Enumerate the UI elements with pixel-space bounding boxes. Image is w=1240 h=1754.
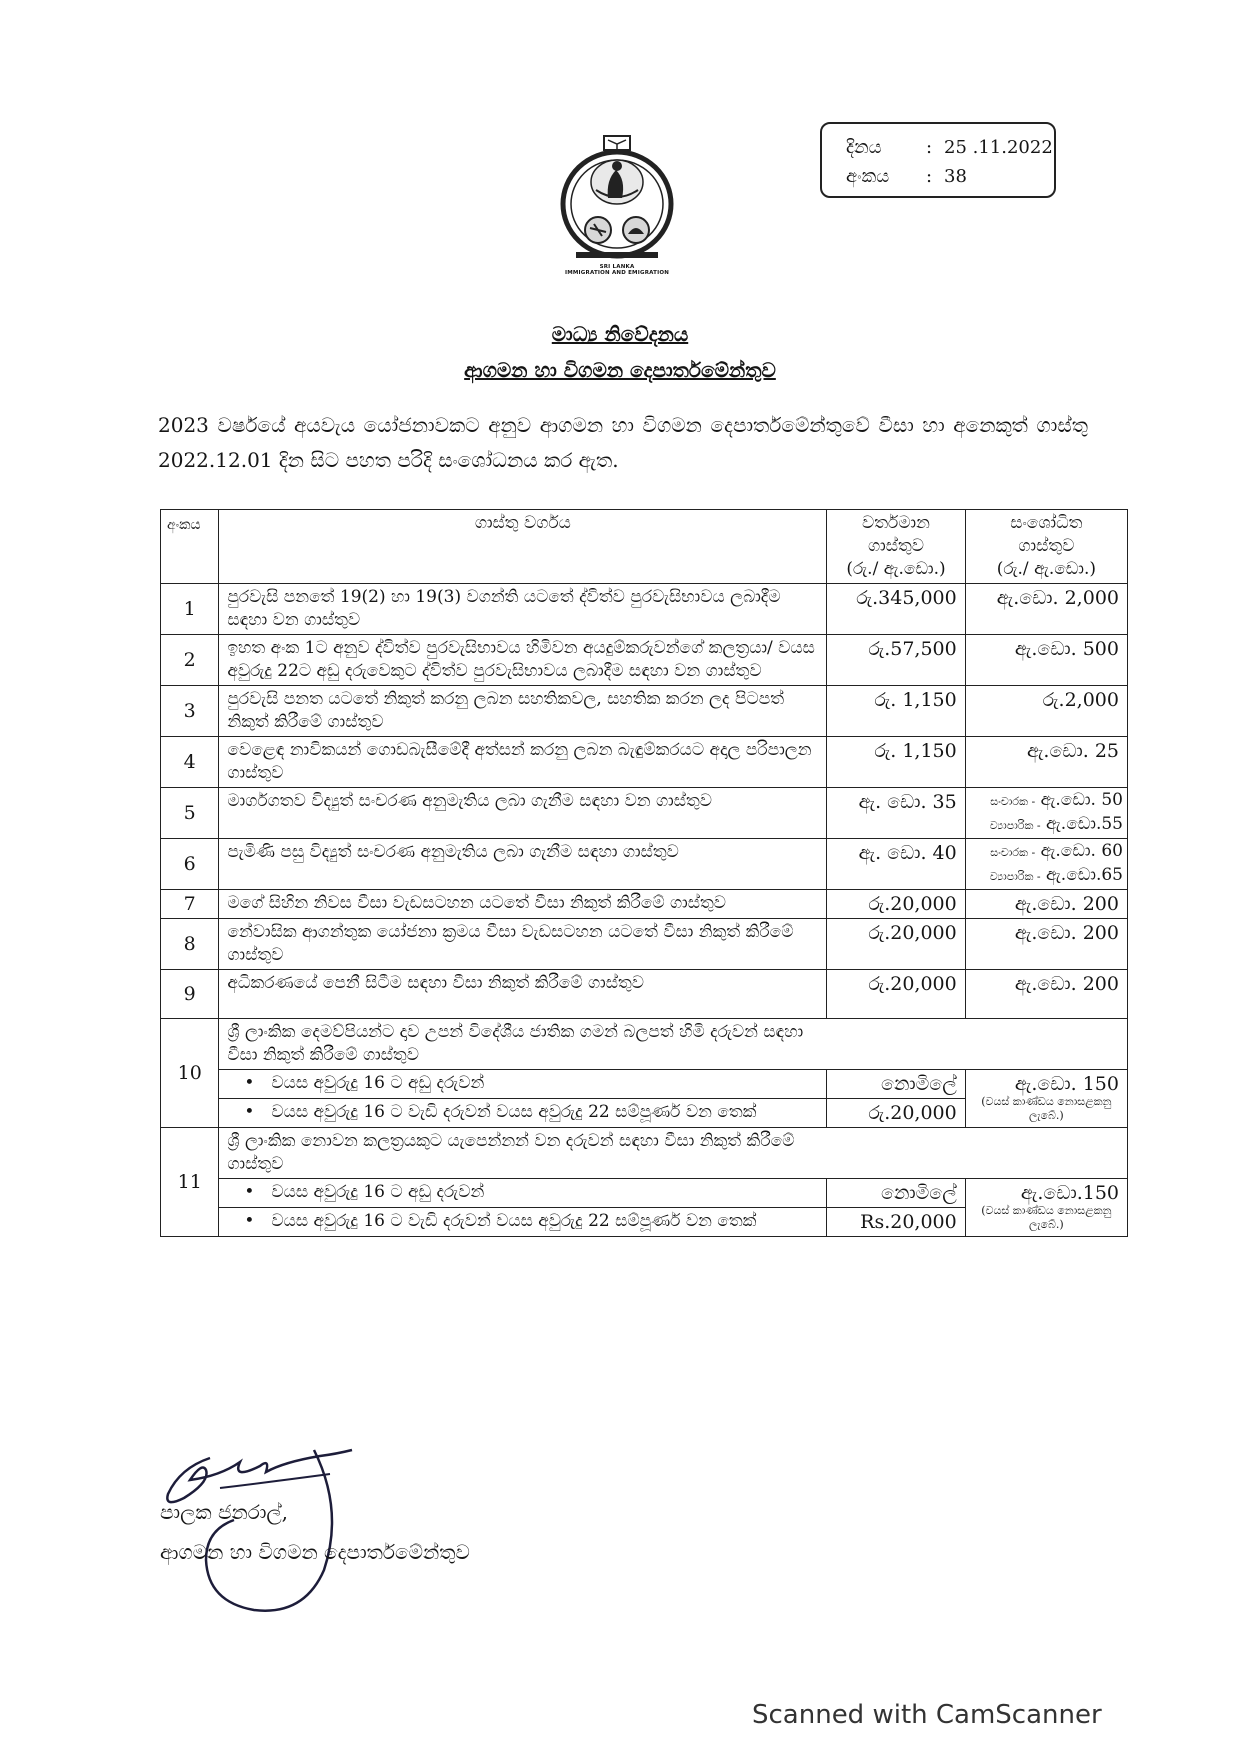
tourist-label: සංචාරක - — [990, 846, 1036, 859]
group-description: ශ්‍රී ලාංකික දෙමව්පියන්ට දාව උපන් විදේශීය ජාතික ගමන් බලපත් හිමි දරුවන් සඳහා වීසා නිකුත් කිරීමේ ගාස්තුව — [219, 1019, 827, 1070]
sub-item — [219, 1070, 827, 1099]
business-label: ව්‍යාපාරික - — [989, 870, 1041, 883]
row-description: වෙළෙඳ නාවිකයන් ගොඩබැසීමේදී අත්සන් කරනු ලබන බැඳුම්කරයට අදාල පරිපාලන ගාස්තුව — [219, 737, 827, 788]
table-row-group-10-sub1 — [161, 1070, 1128, 1099]
row-number: 10 — [161, 1019, 219, 1128]
header-number: අංකය — [161, 510, 219, 584]
table-row-group-11-head — [161, 1128, 1128, 1179]
row-current-fee: රු.20,000 — [827, 890, 965, 919]
emblem-caption-department: IMMIGRATION AND EMIGRATION — [564, 270, 670, 276]
sub-item — [219, 1179, 827, 1208]
header-category: ගාස්තු වර්ගය — [219, 510, 827, 584]
row-revised-fee: ඇ.ඩො. 25 — [965, 737, 1127, 788]
fee-table — [160, 509, 1128, 1237]
row-revised-fee: ඇ.ඩො. 500 — [965, 635, 1127, 686]
bullet-icon: • — [244, 1102, 255, 1122]
business-value: ඇ.ඩො.55 — [1046, 814, 1123, 834]
revised-tourist — [970, 840, 1123, 864]
row-number: 5 — [161, 788, 219, 839]
revised-note: (වයස් කාණ්ඩය නොසළකනු ලැබේ.) — [981, 1204, 1112, 1231]
row-description: නේවාසික ආගන්තුක යෝජනා ක්‍රමය වීසා වැඩසටහන යටතේ වීසා නිකුත් කිරීමේ ගාස්තුව — [219, 919, 827, 970]
emblem-icon — [556, 134, 678, 262]
row-revised-fee: රු.2,000 — [965, 686, 1127, 737]
row-number: 9 — [161, 970, 219, 1019]
table-row — [161, 686, 1128, 737]
row-number: 8 — [161, 919, 219, 970]
row-number: 3 — [161, 686, 219, 737]
signatory-block — [160, 1492, 470, 1572]
row-current-fee: රු.20,000 — [827, 970, 965, 1019]
revised-note: (වයස් කාණ්ඩය නොසළකනු ලැබේ.) — [981, 1095, 1112, 1122]
sub-item-label: වයස අවුරුදු 16 ට අඩු දරුවන් — [271, 1073, 485, 1093]
group-blank — [827, 1128, 1128, 1179]
header-current-fee — [827, 510, 965, 584]
tourist-label: සංචාරක - — [990, 795, 1036, 808]
group-description: ශ්‍රී ලාංකික නොවන කලත්‍රයකුට යැපෙන්නන් වන දරුවන් සඳහා වීසා නිකුත් කිරීමේ ගාස්තුව — [219, 1128, 827, 1179]
row-number: 1 — [161, 584, 219, 635]
signatory-department: ආගමන හා විගමන දෙපාර්තමේන්තුව — [160, 1540, 470, 1564]
table-row — [161, 737, 1128, 788]
table-row — [161, 584, 1128, 635]
date-row — [846, 133, 1054, 162]
revised-tourist — [970, 789, 1123, 813]
bullet-icon: • — [244, 1211, 255, 1231]
intro-paragraph: 2023 වර්ෂයේ අයවැය යෝජනාවකට අනුව ආගමන හා විගමන දෙපාර්තමේන්තුවේ වීසා හා අනෙකුත් ගාස්තු 2022.12.01 දින සිට පහත පරිදි සංශෝධනය කර ඇත. — [158, 413, 1088, 472]
scanner-watermark: Scanned with CamScanner — [752, 1700, 1102, 1730]
tourist-value: ඇ.ඩො. 50 — [1040, 790, 1123, 810]
table-row — [161, 839, 1128, 890]
document-title: මාධ්‍ය නිවේදනය — [551, 322, 689, 346]
row-revised-fee: ඇ.ඩො. 200 — [965, 970, 1127, 1019]
table-row — [161, 970, 1128, 1019]
table-row-group-11-sub1 — [161, 1179, 1128, 1208]
number-row — [846, 162, 1054, 191]
group-revised-fee — [965, 1179, 1127, 1237]
table-row — [161, 788, 1128, 839]
header-current-line1: වර්තමාන — [862, 513, 930, 533]
group-blank — [827, 1019, 1128, 1070]
row-description: පුරවැසි පනතේ 19(2) හා 19(3) වගන්ති යටතේ ද්විත්ව පුරවැසිභාවය ලබාදීම සඳහා වන ගාස්තුව — [219, 584, 827, 635]
revised-business — [970, 864, 1123, 888]
business-value: ඇ.ඩො.65 — [1046, 865, 1123, 885]
header-revised-fee — [965, 510, 1127, 584]
number-label: අංකය — [846, 166, 890, 187]
table-row — [161, 919, 1128, 970]
row-description: මගේ සිහින නිවස වීසා වැඩසටහන යටතේ වීසා නිකුත් කිරීමේ ගාස්තුව — [219, 890, 827, 919]
row-description: මාර්ගගතව විද්‍යුත් සංචරණ අනුමැතිය ලබා ගැනීම සඳහා වන ගාස්තුව — [219, 788, 827, 839]
number-separator: : — [926, 166, 933, 187]
sub-item-label: වයස අවුරුදු 16 ට වැඩි දරුවන් වයස අවුරුදු 22 සම්පූර්ණ වන තෙක් — [271, 1102, 757, 1122]
row-description: පුරවැසි පනත යටතේ නිකුත් කරනු ලබන සහතිකවල, සහතික කරන ලද පිටපත් නිකුත් කිරීමේ ගාස්තුව — [219, 686, 827, 737]
number-value: 38 — [944, 166, 967, 187]
date-value: 25 .11.2022 — [944, 137, 1053, 158]
signatory-title: පාලක ජනරාල්, — [160, 1500, 289, 1524]
row-current-fee: රු. 1,150 — [827, 686, 965, 737]
revised-value: ඇ.ඩො.150 — [1020, 1182, 1119, 1204]
tourist-value: ඇ.ඩො. 60 — [1040, 841, 1123, 861]
row-current-fee: ඇ. ඩො. 35 — [827, 788, 965, 839]
bullet-icon: • — [244, 1182, 255, 1202]
row-current-fee: රු.345,000 — [827, 584, 965, 635]
business-label: ව්‍යාපාරික - — [989, 819, 1041, 832]
reference-box — [820, 122, 1056, 198]
row-number: 6 — [161, 839, 219, 890]
emblem-caption-country: SRI LANKA — [599, 264, 635, 270]
table-header-row — [161, 510, 1128, 584]
row-number: 4 — [161, 737, 219, 788]
sub-current-fee: නොමිලේ — [827, 1179, 965, 1208]
revised-business — [970, 813, 1123, 837]
row-number: 11 — [161, 1128, 219, 1237]
sub-current-fee: Rs.20,000 — [827, 1208, 965, 1237]
row-revised-fee: ඇ.ඩො. 200 — [965, 919, 1127, 970]
group-revised-fee — [965, 1070, 1127, 1128]
revised-value: ඇ.ඩො. 150 — [1014, 1073, 1119, 1095]
table-row — [161, 635, 1128, 686]
sub-item — [219, 1208, 827, 1237]
department-name: ආගමන හා විගමන දෙපාර්තමේන්තුව — [464, 358, 776, 382]
table-row-group-10-head — [161, 1019, 1128, 1070]
header-current-line2: ගාස්තුව — [868, 536, 924, 556]
row-revised-fee: ඇ.ඩො. 200 — [965, 890, 1127, 919]
table-row — [161, 890, 1128, 919]
row-description: අධිකරණයේ පෙනී සිටීම සඳහා වීසා නිකුත් කිරීමේ ගාස්තුව — [219, 970, 827, 1019]
row-current-fee: රු.20,000 — [827, 919, 965, 970]
row-description: ඉහත අංක 1ට අනුව ද්විත්ව පුරවැසිභාවය හිමිවන අයදුම්කරුවන්ගේ කලත්‍රයා/ වයස අවුරුදු 22ට අඩු දරුවෙකුට ද්විත්ව පුරවැසිභාවය ලබාදීම සඳහා වන ගාස්තුව — [219, 635, 827, 686]
row-number: 2 — [161, 635, 219, 686]
header-revised-line1: සංශෝධිත — [1010, 513, 1083, 533]
sub-item — [219, 1099, 827, 1128]
row-current-fee: ඇ. ඩො. 40 — [827, 839, 965, 890]
sub-current-fee: නොමිලේ — [827, 1070, 965, 1099]
row-revised-fee: ඇ.ඩො. 2,000 — [965, 584, 1127, 635]
row-revised-fee — [965, 839, 1127, 890]
row-revised-fee — [965, 788, 1127, 839]
row-description: පැමිණි පසු විද්‍යුත් සංචරණ අනුමැතිය ලබා ගැනීම සඳහා ගාස්තුව — [219, 839, 827, 890]
row-current-fee: රු.57,500 — [827, 635, 965, 686]
sub-current-fee: රු.20,000 — [827, 1099, 965, 1128]
row-current-fee: රු. 1,150 — [827, 737, 965, 788]
header-revised-line2: ගාස්තුව — [1018, 536, 1075, 556]
sub-item-label: වයස අවුරුදු 16 ට අඩු දරුවන් — [271, 1182, 485, 1202]
header-revised-line3: (රු./ ඇ.ඩො.) — [996, 559, 1097, 579]
date-label: දිනය — [846, 137, 882, 158]
date-separator: : — [926, 137, 933, 158]
bullet-icon: • — [244, 1073, 255, 1093]
row-number: 7 — [161, 890, 219, 919]
sub-item-label: වයස අවුරුදු 16 ට වැඩි දරුවන් වයස අවුරුදු 22 සම්පූර්ණ වන තෙක් — [271, 1211, 757, 1231]
department-emblem — [556, 134, 678, 294]
header-current-line3: (රු./ ඇ.ඩො.) — [846, 559, 946, 579]
